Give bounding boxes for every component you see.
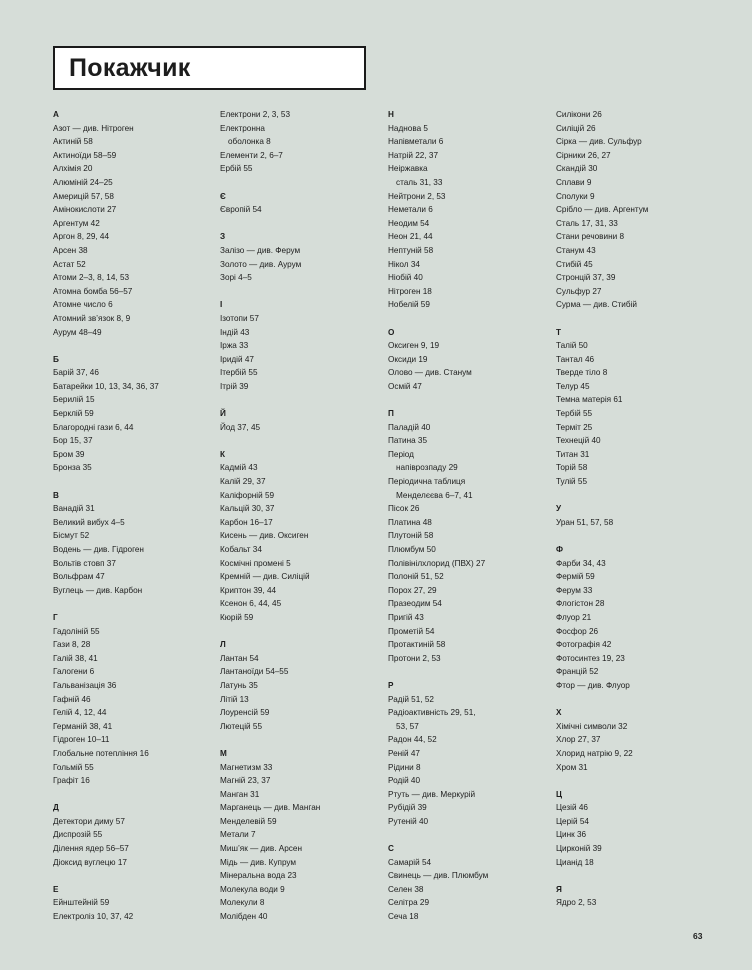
index-entry: Гідроген 10–11: [53, 735, 110, 745]
index-entry: Азот — див. Нітроген: [53, 123, 134, 133]
index-entry: Золото — див. Аурум: [220, 259, 302, 269]
section-gap: [53, 597, 213, 611]
index-entry: Астат 52: [53, 259, 86, 269]
index-entry: Молібден 40: [220, 912, 268, 922]
index-entry: Радіоактивність 29, 51,: [388, 708, 476, 718]
index-entry: Диспрозій 55: [53, 830, 103, 840]
section-gap: [220, 217, 380, 231]
index-entry: Магній 23, 37: [220, 776, 271, 786]
index-entry: Оксиди 19: [388, 354, 428, 364]
index-entry: Цезій 46: [556, 803, 588, 813]
index-entry: Гази 8, 28: [53, 640, 91, 650]
section-gap: [220, 393, 380, 407]
index-entry: Нептуній 58: [388, 245, 434, 255]
index-entry: Індій 43: [220, 327, 250, 337]
section-gap: [556, 489, 716, 503]
index-entry: Аргон 8, 29, 44: [53, 232, 110, 242]
index-entry: Батарейки 10, 13, 34, 36, 37: [53, 381, 159, 391]
index-entry: Нікол 34: [388, 259, 420, 269]
index-entry: Прометій 54: [388, 626, 435, 636]
index-letter-heading: Т: [556, 327, 562, 337]
index-entry: Гольмій 55: [53, 762, 94, 772]
index-entry: Берклій 59: [53, 409, 94, 419]
index-letter-heading: Р: [388, 680, 394, 690]
index-entry: Іржа 33: [220, 341, 249, 351]
index-entry: Лантан 54: [220, 653, 259, 663]
index-entry: Стани речовини 8: [556, 232, 624, 242]
index-entry-text: 53, 57: [396, 721, 419, 731]
index-entry: Кисень — див. Оксиген: [220, 531, 309, 541]
index-entry: Фермій 59: [556, 572, 595, 582]
section-gap: [53, 475, 213, 489]
index-letter-heading: Ф: [556, 545, 563, 554]
index-entry: Лоуренсій 59: [220, 708, 270, 718]
index-entry: Кремній — див. Силіцій: [220, 572, 310, 582]
index-entry: Неодим 54: [388, 218, 430, 228]
index-entry: Фосфор 26: [556, 626, 599, 636]
index-entry: Сірники 26, 27: [556, 150, 611, 160]
index-entry: Сплави 9: [556, 177, 592, 187]
index-entry: Сірка — див. Сульфур: [556, 137, 642, 147]
index-entry: Церій 54: [556, 816, 589, 826]
index-entry-continuation: [388, 720, 548, 734]
index-entry: Торій 58: [556, 463, 588, 473]
index-entry-continuation: [388, 176, 548, 190]
index-entry: Тантал 46: [556, 354, 595, 364]
index-entry: Європій 54: [220, 205, 262, 215]
index-letter-heading: Г: [53, 612, 58, 622]
index-entry: Мідь — див. Купрум: [220, 857, 297, 867]
index-letter-heading: М: [220, 748, 227, 758]
index-column-3: [388, 108, 548, 924]
section-gap: [556, 869, 716, 883]
index-entry: Ербій 55: [220, 164, 253, 174]
index-entry: Сеча 18: [388, 912, 419, 922]
index-entry: Рубідій 39: [388, 803, 427, 813]
index-entry: Ізотопи 57: [220, 313, 259, 323]
index-entry: Благородні гази 6, 44: [53, 422, 134, 432]
section-gap: [53, 788, 213, 802]
index-entry: Зорі 4–5: [220, 273, 252, 283]
section-gap: [220, 625, 380, 639]
index-entry: Залізо — див. Ферум: [220, 245, 301, 255]
index-entry: Арсен 38: [53, 245, 88, 255]
section-gap: [53, 339, 213, 353]
index-entry: Тверде тіло 8: [556, 368, 608, 378]
index-entry: Сурма — див. Стибій: [556, 300, 637, 310]
index-entry: Берилій 15: [53, 395, 95, 405]
index-entry: Тулій 55: [556, 477, 588, 487]
index-entry: Плутоній 58: [388, 531, 434, 541]
index-entry: Ртуть — див. Меркурій: [388, 789, 476, 799]
index-entry: Порох 27, 29: [388, 585, 437, 595]
index-entry: Платина 48: [388, 517, 432, 527]
index-entry: Натрій 22, 37: [388, 150, 439, 160]
index-entry: Алюміній 24–25: [53, 177, 113, 187]
index-entry: Елементи 2, 6–7: [220, 150, 283, 160]
index-entry: Періодична таблиця: [388, 477, 466, 487]
index-entry: Хром 31: [556, 762, 588, 772]
section-gap: [220, 733, 380, 747]
index-entry-text: оболонка 8: [228, 137, 271, 147]
index-entry: Бор 15, 37: [53, 436, 93, 446]
index-entry: Гафній 46: [53, 694, 91, 704]
index-entry: Неон 21, 44: [388, 232, 433, 242]
index-entry-text: сталь 31, 33: [396, 177, 443, 187]
index-letter-heading: О: [388, 327, 395, 337]
index-entry: Силікони 26: [556, 110, 602, 119]
index-entry: Станум 43: [556, 245, 596, 255]
index-entry: Наднова 5: [388, 123, 428, 133]
index-entry-continuation: [388, 461, 548, 475]
index-entry: Період: [388, 449, 414, 459]
index-entry: Магнетизм 33: [220, 762, 273, 772]
index-entry: Фотографія 42: [556, 640, 612, 650]
section-gap: [388, 665, 548, 679]
index-entry: Францій 52: [556, 667, 599, 677]
index-entry: Нітроген 18: [388, 286, 432, 296]
index-entry: Миш’як — див. Арсен: [220, 844, 302, 854]
index-entry: Полівінілхлорид (ПВХ) 27: [388, 558, 486, 568]
index-entry: Діоксид вуглецю 17: [53, 857, 127, 867]
index-entry: Космічні промені 5: [220, 558, 291, 568]
index-letter-heading: І: [220, 300, 223, 310]
index-entry: Іридій 47: [220, 354, 254, 364]
index-entry-continuation: [220, 135, 380, 149]
index-column-4: [556, 108, 716, 910]
index-entry: Електронна: [220, 123, 265, 133]
index-entry: Стронцій 37, 39: [556, 273, 616, 283]
index-entry: Тербій 55: [556, 409, 593, 419]
index-entry: Метали 7: [220, 830, 256, 840]
index-entry: Фарби 34, 43: [556, 558, 606, 568]
index-entry: Сульфур 27: [556, 286, 602, 296]
index-entry: Амінокислоти 27: [53, 205, 117, 215]
index-entry: Графіт 16: [53, 776, 90, 786]
index-entry: Неметали 6: [388, 205, 433, 215]
index-entry: Напівметали 6: [388, 137, 444, 147]
index-entry: Криптон 39, 44: [220, 585, 277, 595]
index-entry: Глобальне потепління 16: [53, 748, 149, 758]
index-entry: Водень — див. Гідроген: [53, 545, 144, 554]
index-entry: Срібло — див. Аргентум: [556, 205, 649, 215]
index-entry: Менделевій 59: [220, 816, 277, 826]
index-letter-heading: Е: [53, 884, 59, 894]
index-entry: Атоми 2–3, 8, 14, 53: [53, 273, 130, 283]
index-entry: Технецій 40: [556, 436, 601, 446]
index-letter-heading: Л: [220, 640, 226, 650]
index-letter-heading: А: [53, 110, 59, 119]
index-entry: Неіржавка: [388, 164, 428, 174]
index-entry: Протони 2, 53: [388, 653, 441, 663]
index-letter-heading: Д: [53, 803, 59, 813]
index-letter-heading: Я: [556, 884, 562, 894]
index-entry: Ванадій 31: [53, 504, 95, 514]
index-entry: Йод 37, 45: [220, 422, 261, 432]
index-entry: Паладій 40: [388, 422, 431, 432]
index-entry: Самарій 54: [388, 857, 432, 867]
section-gap: [556, 693, 716, 707]
index-entry: Мінеральна вода 23: [220, 871, 297, 881]
index-entry: Бронза 35: [53, 463, 92, 473]
index-entry: Протактиній 58: [388, 640, 446, 650]
index-entry: Атомний зв’язок 8, 9: [53, 313, 131, 323]
index-entry: Америцій 57, 58: [53, 191, 114, 201]
index-entry: Кюрій 59: [220, 612, 254, 622]
section-gap: [556, 312, 716, 326]
index-entry: Ейнштейній 59: [53, 898, 110, 908]
index-entry: Хлорид натрію 9, 22: [556, 748, 633, 758]
index-entry: Олово — див. Станум: [388, 368, 472, 378]
index-entry: Титан 31: [556, 449, 590, 459]
index-entry: Атомне число 6: [53, 300, 113, 310]
index-entry: Манган 31: [220, 789, 260, 799]
index-entry: Молекули 8: [220, 898, 265, 908]
index-entry: Електрони 2, 3, 53: [220, 110, 291, 119]
section-gap: [388, 312, 548, 326]
index-entry: Цинк 36: [556, 830, 587, 840]
section-gap: [556, 774, 716, 788]
section-gap: [388, 828, 548, 842]
index-letter-heading: Ц: [556, 789, 562, 799]
index-entry: Каліфорній 59: [220, 490, 275, 500]
index-letter-heading: Є: [220, 191, 226, 201]
index-entry-continuation: [388, 489, 548, 503]
index-entry: Актиноїди 58–59: [53, 150, 117, 160]
index-entry: Фотосинтез 19, 23: [556, 653, 625, 663]
index-entry: Лантаноїди 54–55: [220, 667, 289, 677]
index-entry: Актиній 58: [53, 137, 93, 147]
index-entry: Плюмбум 50: [388, 545, 436, 554]
index-entry: Ферум 33: [556, 585, 593, 595]
page-title: Покажчик: [69, 54, 191, 82]
index-entry: Свинець — див. Плюмбум: [388, 871, 489, 881]
index-letter-heading: З: [220, 232, 226, 242]
index-entry: Флуор 21: [556, 612, 592, 622]
index-entry: Реній 47: [388, 748, 420, 758]
index-letter-heading: С: [388, 844, 394, 854]
index-entry: Ксенон 6, 44, 45: [220, 599, 282, 609]
index-entry: Нобелій 59: [388, 300, 430, 310]
index-entry: Галогени 6: [53, 667, 95, 677]
index-entry: Галій 38, 41: [53, 653, 98, 663]
index-entry: Оксиген 9, 19: [388, 341, 440, 351]
index-entry: Пригій 43: [388, 612, 424, 622]
index-entry: Хімічні символи 32: [556, 721, 628, 731]
index-entry: Вольтів стовп 37: [53, 558, 116, 568]
index-entry: Телур 45: [556, 381, 590, 391]
index-entry: Рідини 8: [388, 762, 421, 772]
index-entry: Кальцій 30, 37: [220, 504, 275, 514]
index-entry: Бісмут 52: [53, 531, 90, 541]
index-entry: Ділення ядер 56–57: [53, 844, 129, 854]
index-entry: Ітрій 39: [220, 381, 249, 391]
index-entry: Терміт 25: [556, 422, 593, 432]
index-entry: Гелій 4, 12, 44: [53, 708, 107, 718]
index-letter-heading: У: [556, 504, 562, 514]
section-gap: [220, 434, 380, 448]
index-letter-heading: К: [220, 449, 225, 459]
index-entry: Родій 40: [388, 776, 421, 786]
index-entry: Сполуки 9: [556, 191, 595, 201]
index-letter-heading: Б: [53, 354, 59, 364]
index-entry: Кадмій 43: [220, 463, 258, 473]
index-entry: Уран 51, 57, 58: [556, 517, 614, 527]
index-column-2: [220, 108, 380, 924]
section-gap: [556, 529, 716, 543]
index-entry: Вуглець — див. Карбон: [53, 585, 143, 595]
index-entry: Флогістон 28: [556, 599, 605, 609]
index-entry: Карбон 16–17: [220, 517, 273, 527]
index-entry: Великий вибух 4–5: [53, 517, 125, 527]
index-entry: Силіцій 26: [556, 123, 596, 133]
index-entry: Нейтрони 2, 53: [388, 191, 446, 201]
index-entry: Детектори диму 57: [53, 816, 125, 826]
index-entry: Цирконій 39: [556, 844, 602, 854]
index-entry: Гадоліній 55: [53, 626, 100, 636]
section-gap: [220, 176, 380, 190]
index-entry: Літій 13: [220, 694, 249, 704]
index-entry: Хлор 27, 37: [556, 735, 601, 745]
index-letter-heading: П: [388, 409, 394, 419]
index-entry: Радій 51, 52: [388, 694, 434, 704]
index-entry: Аурум 48–49: [53, 327, 102, 337]
index-entry: Алхімія 20: [53, 164, 93, 174]
index-entry: Марганець — див. Манган: [220, 803, 321, 813]
index-letter-heading: Й: [220, 409, 226, 419]
index-entry-text: Менделєєва 6–7, 41: [396, 490, 473, 500]
index-entry: Фтор — див. Флуор: [556, 680, 630, 690]
index-entry: Ніобій 40: [388, 273, 423, 283]
section-gap: [220, 285, 380, 299]
index-entry: Талій 50: [556, 341, 588, 351]
index-entry: Кобальт 34: [220, 545, 262, 554]
index-entry: Лютецій 55: [220, 721, 263, 731]
index-entry: Молекула води 9: [220, 884, 285, 894]
index-entry: Стибій 45: [556, 259, 593, 269]
index-entry: Аргентум 42: [53, 218, 100, 228]
index-title-box: [53, 46, 366, 90]
index-entry: Селітра 29: [388, 898, 430, 908]
index-entry: Темна матерія 61: [556, 395, 623, 405]
index-entry: Латунь 35: [220, 680, 258, 690]
index-entry: Сталь 17, 31, 33: [556, 218, 618, 228]
index-entry: Празеодим 54: [388, 599, 442, 609]
index-entry: Вольфрам 47: [53, 572, 105, 582]
index-letter-heading: В: [53, 490, 59, 500]
index-entry: Електроліз 10, 37, 42: [53, 912, 134, 922]
index-entry: Скандій 30: [556, 164, 598, 174]
index-entry: Радон 44, 52: [388, 735, 437, 745]
index-entry: Ітербій 55: [220, 368, 258, 378]
index-letter-heading: Н: [388, 110, 394, 119]
section-gap: [388, 393, 548, 407]
index-letter-heading: Х: [556, 708, 562, 718]
index-entry: Калій 29, 37: [220, 477, 266, 487]
index-entry: Патина 35: [388, 436, 428, 446]
index-entry: Цианід 18: [556, 857, 594, 867]
index-entry: Полоній 51, 52: [388, 572, 444, 582]
index-entry: Германій 38, 41: [53, 721, 113, 731]
index-entry: Гальванізація 36: [53, 680, 117, 690]
index-entry: Барій 37, 46: [53, 368, 99, 378]
index-entry: Атомна бомба 56–57: [53, 286, 133, 296]
page-number: 63: [693, 931, 703, 941]
index-entry: Осмій 47: [388, 381, 422, 391]
index-column-1: [53, 108, 213, 924]
index-entry: Бром 39: [53, 449, 85, 459]
index-entry: Селен 38: [388, 884, 424, 894]
index-entry: Ядро 2, 53: [556, 898, 597, 908]
index-entry-text: напіврозпаду 29: [396, 463, 458, 473]
section-gap: [53, 869, 213, 883]
index-entry: Пісок 26: [388, 504, 420, 514]
index-entry: Рутеній 40: [388, 816, 429, 826]
